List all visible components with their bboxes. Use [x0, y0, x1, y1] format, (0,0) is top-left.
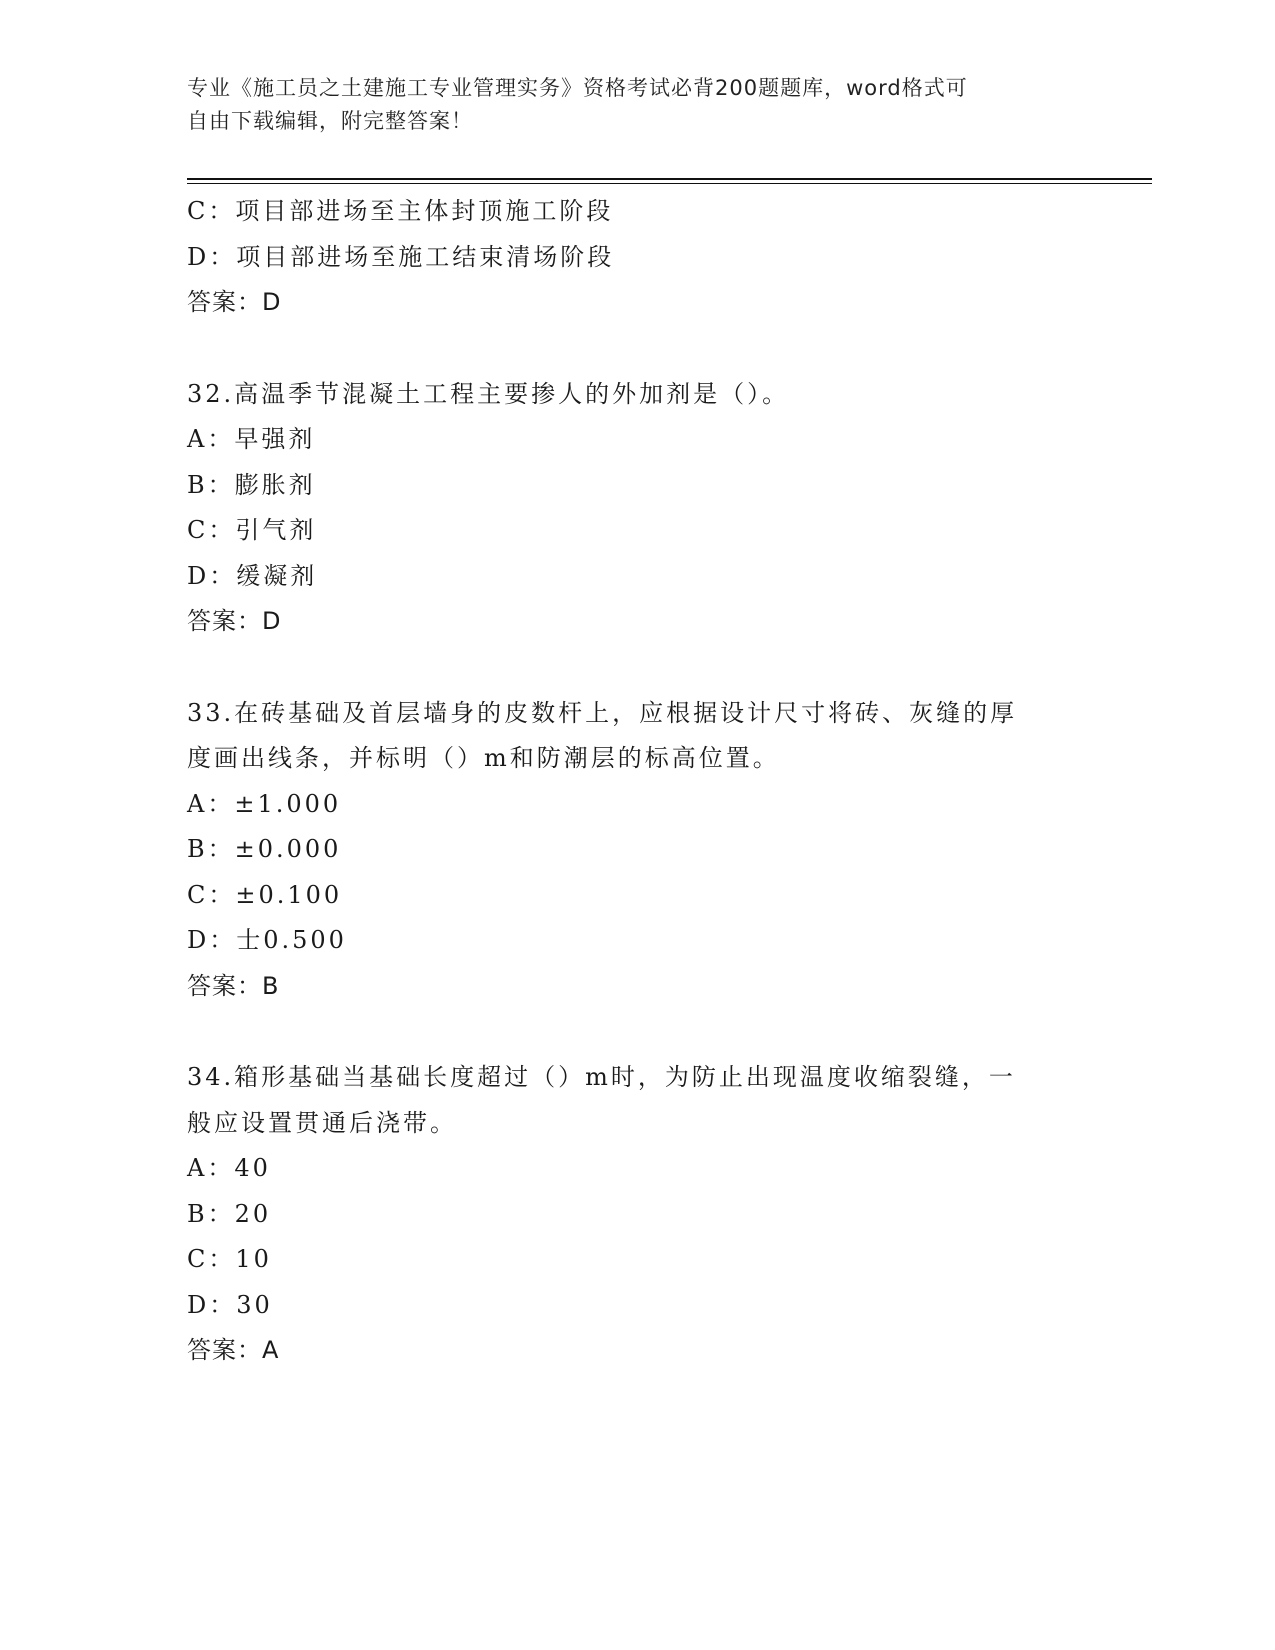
question-stem: 32.高温季节混凝土工程主要掺人的外加剂是（）。 [187, 379, 790, 408]
question-stem-line-2: 度画出线条，并标明（）m和防潮层的标高位置。 [187, 744, 780, 772]
spacer [187, 326, 1087, 372]
option-b: B：膨胀剂 [187, 470, 316, 499]
question-stem-line-2: 般应设置贯通后浇带。 [187, 1108, 457, 1137]
option-c: C：项目部进场至主体封顶施工阶段 [187, 197, 614, 225]
question-list [187, 189, 1087, 1374]
option-a: A：40 [187, 1154, 271, 1182]
option-d: D：30 [187, 1290, 273, 1319]
option-b: B：±0.000 [187, 835, 342, 863]
header-divider-thin [187, 183, 1152, 184]
option-a: A：±1.000 [187, 789, 342, 818]
question-stem-line-1: 34.箱形基础当基础长度超过（）m时，为防止出现温度收缩裂缝，一 [187, 1063, 1016, 1091]
question-stem-line-1: 33.在砖基础及首层墙身的皮数杆上，应根据设计尺寸将砖、灰缝的厚 [187, 698, 1018, 727]
option-c: C：10 [187, 1245, 272, 1273]
answer-line: 答案：A [187, 1336, 280, 1364]
option-b: B：20 [187, 1199, 272, 1228]
answer-line: 答案：B [187, 971, 280, 1000]
option-c: C：±0.100 [187, 880, 343, 909]
spacer [187, 645, 1087, 691]
question-block-34 [187, 1055, 1087, 1374]
option-a: A：早强剂 [187, 425, 316, 453]
question-block-33 [187, 691, 1087, 1010]
document-header [187, 72, 1067, 138]
header-title-line-2: 自由下载编辑，附完整答案！ [187, 109, 473, 133]
option-d: D：士0.500 [187, 926, 347, 954]
header-title-line-1: 专业《施工员之土建施工专业管理实务》资格考试必背200题题库，word格式可 [187, 76, 968, 100]
spacer [187, 1009, 1087, 1055]
option-c: C：引气剂 [187, 516, 317, 544]
question-block-continued [187, 189, 1087, 326]
header-divider-thick [187, 178, 1152, 180]
option-d: D：缓凝剂 [187, 561, 318, 590]
option-d: D：项目部进场至施工结束清场阶段 [187, 242, 615, 271]
answer-line: 答案：D [187, 288, 282, 316]
answer-line: 答案：D [187, 607, 282, 635]
question-block-32 [187, 372, 1087, 645]
